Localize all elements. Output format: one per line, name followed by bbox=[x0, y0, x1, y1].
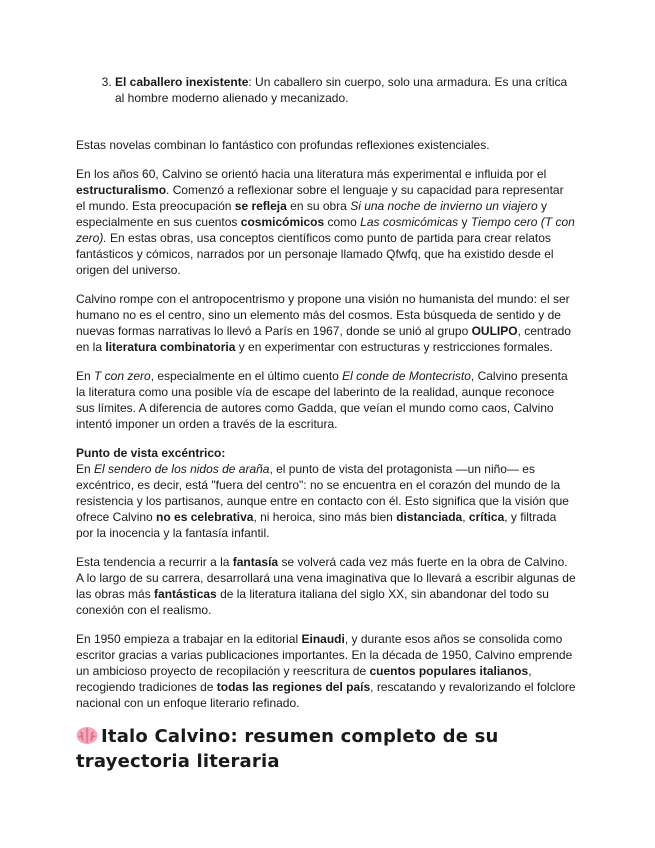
document-body bbox=[76, 74, 576, 774]
section-title: Punto de vista excéntrico: bbox=[76, 446, 226, 460]
list-item-title: El caballero inexistente bbox=[115, 75, 249, 89]
section-heading bbox=[76, 724, 576, 774]
brain-icon bbox=[76, 726, 98, 745]
paragraph: En T con zero, especialmente en el último cuento El conde de Montecristo, Calvino presenta la literatura como una posible vía de escape del laberinto de la realidad, aunque reconoce sus límites. A diferencia de autores como Gadda, que veían el mundo como caos, Calvino intentó imponer un orden a través de la escritura. bbox=[76, 369, 568, 431]
paragraph: Calvino rompe con el antropocentrismo y propone una visión no humanista del mundo: el ser humano no es el centro, sino un elemento más del cosmos. Esta búsqueda de sentido y de nuevas formas narrativas lo llevó a París en 1967, donde se unió al grupo OULIPO, centrado en la literatura combinatoria y en experimentar con estructuras y restricciones formales. bbox=[76, 292, 571, 354]
paragraph: En los años 60, Calvino se orientó hacia una literatura más experimental e influida por el estructuralismo. Comenzó a reflexionar sobre el lenguaje y su capacidad para representar el mundo. Esta preocupación se refleja en su obra Si una noche de invierno un viajero y especialmente en sus cuentos cosmicómicos como Las cosmicómicas y Tiempo cero (T con zero). En estas obras, usa conceptos científicos como punto de partida para crear relatos fantásticos y cómicos, narrados por un personaje llamado Qfwfq, que ha existido desde el origen del universo. bbox=[76, 167, 575, 277]
paragraph: Punto de vista excéntrico: En El sendero de los nidos de araña, el punto de vista del protagonista —un niño— es excéntrico, es decir, está "fuera del centro": no se encuentra en el corazón del mundo de la resistencia y los partisanos, aunque entre en contacto con él. Esto significa que la visión que ofrece Calvino no es celebrativa, ni heroica, sino más bien distanciada, crítica, y filtrada por la inocencia y la fantasía infantil. bbox=[76, 445, 576, 541]
paragraph: En 1950 empieza a trabajar en la editorial Einaudi, y durante esos años se consolida como escritor gracias a varias publicaciones importantes. En la década de 1950, Calvino emprende un ambicioso proyecto de recopilación y reescritura de cuentos populares italianos, recogiendo tradiciones de todas las regiones del país, rescatando y revalorizando el folclore nacional con un enfoque literario refinado. bbox=[76, 632, 576, 710]
heading-text: Italo Calvino: resumen completo de su trayectoria literaria bbox=[76, 726, 499, 772]
paragraph: Estas novelas combinan lo fantástico con profundas reflexiones existenciales. bbox=[76, 138, 490, 152]
novel-list bbox=[76, 74, 576, 106]
paragraph: Esta tendencia a recurrir a la fantasía se volverá cada vez más fuerte en la obra de Calvino. A lo largo de su carrera, desarrollará una vena imaginativa que lo llevará a escribir algunas de las obras más fantásticas de la literatura italiana del siglo XX, sin abandonar del todo su conexión con el realismo. bbox=[76, 555, 576, 617]
list-item: 3. El caballero inexistente: Un caballero sin cuerpo, solo una armadura. Es una crítica al hombre moderno alienado y mecanizado. bbox=[115, 74, 576, 106]
